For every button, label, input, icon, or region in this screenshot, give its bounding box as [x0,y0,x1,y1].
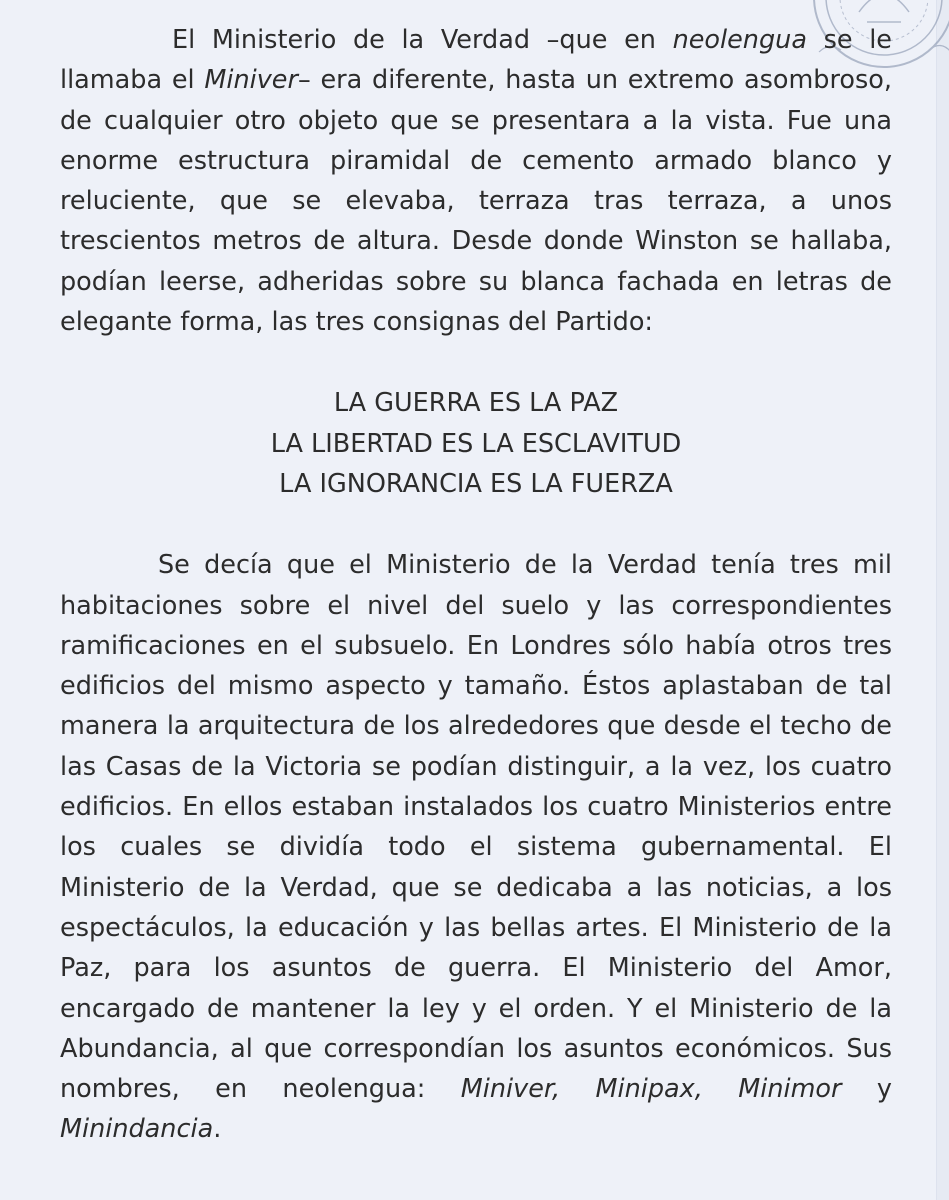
slogan-line: LA LIBERTAD ES LA ESCLAVITUD [270,428,682,459]
paragraph-1-italic-a: neolengua [672,25,807,55]
slogan-line: LA IGNORANCIA ES LA FUERZA [279,468,673,499]
paragraph-1-italic-b: Miniver [204,65,298,96]
party-slogans [60,383,892,504]
page-edge-strip [936,0,949,1200]
text-block [60,20,892,1150]
paragraph-1-text-a: El Ministerio de la Verdad –que en [172,25,673,55]
paragraph-2-italic-a: Miniver, Minipax, Minimor [460,1074,842,1105]
paragraph-1-text-c: – era diferente, hasta un extremo asombroso, de cualquier otro objeto que se presentara a la vista. Fue una enorme estructura piramidal de cemento armado blanco y reluciente, que se elevaba, terraza tras terraza, a unos trescientos metros de altura. Desde donde Winston se hallaba, podían leerse, adheridas sobre su blanca fachada en letras de elegante forma, las tres consignas del Partido: [60,65,892,338]
paragraph-2-text-b: y [841,1074,892,1105]
paragraph-2-text-c: . [213,1114,222,1145]
paragraph-1 [60,20,892,342]
paragraph-2-text-a: Se decía que el Ministerio de la Verdad tenía tres mil habitaciones sobre el nivel del suelo y las correspondientes ramificaciones en el subsuelo. En Londres sólo había otros tres edificios del mismo aspecto y tamaño. Éstos aplastaban de tal manera la arquitectura de los alrededores que desde el techo de las Casas de la Victoria se podían distinguir, a la vez, los cuatro edificios. En ellos estaban instalados los cuatro Ministerios entre los cuales se dividía todo el sistema gubernamental. El Ministerio de la Verdad, que se dedicaba a las noticias, a los espectáculos, la educación y las bellas artes. El Ministerio de la Paz, para los asuntos de guerra. El Ministerio del Amor, encargado de mantener la ley y el orden. Y el Ministerio de la Abundancia, al que correspondían los asuntos económicos. Sus nombres, en neolengua: [60,550,892,1105]
paragraph-1-text-b: se le llamaba el [60,25,892,96]
paragraph-2-italic-b: Minindancia [60,1114,214,1145]
paragraph-2 [60,545,892,1149]
slogan-line: LA GUERRA ES LA PAZ [333,388,619,419]
